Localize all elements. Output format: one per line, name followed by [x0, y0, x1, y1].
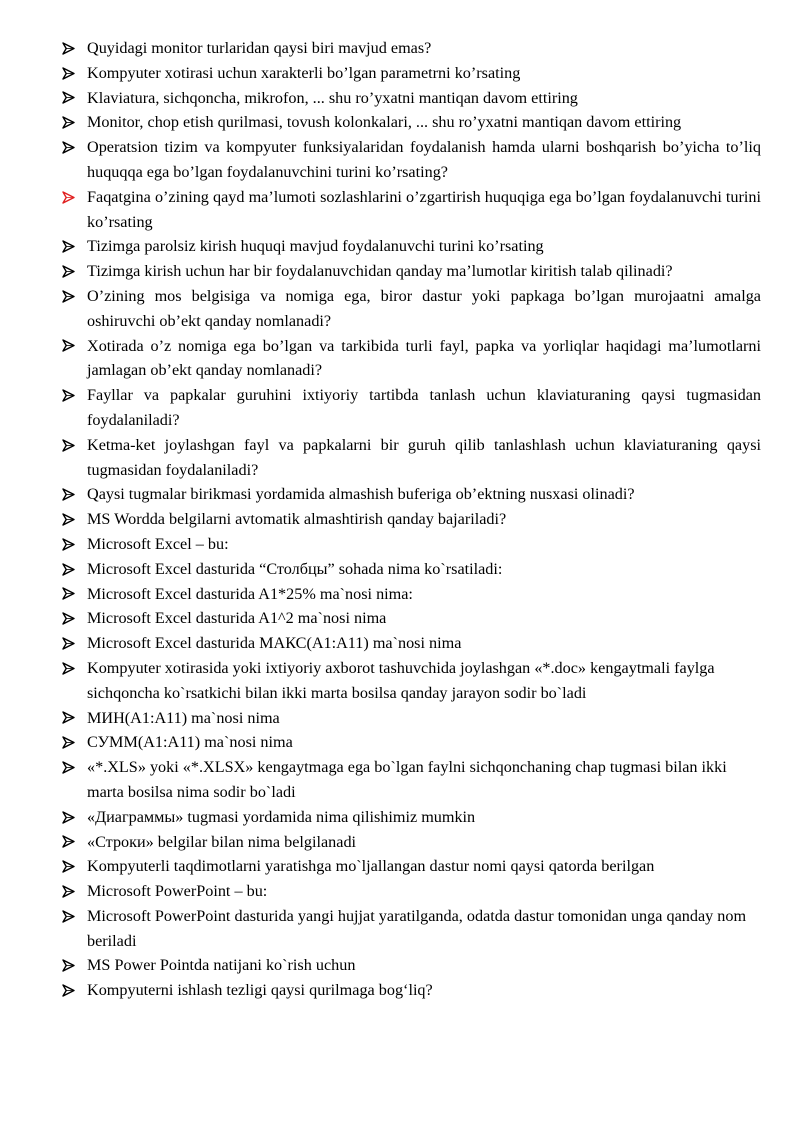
right-arrowhead-icon: [62, 904, 80, 929]
list-item: [0, 706, 800, 731]
right-arrowhead-icon: [62, 433, 80, 458]
list-item: [0, 830, 800, 855]
list-item-text: Monitor, chop etish qurilmasi, tovush kolonkalari, ... shu ro’yxatni mantiqan davom ettiring: [87, 113, 682, 132]
right-arrowhead-icon: [62, 606, 80, 631]
right-arrowhead-icon: [62, 110, 80, 135]
document-page: [0, 36, 800, 1003]
list-item: [0, 86, 800, 111]
question-list: [0, 36, 800, 1003]
right-arrowhead-icon: [62, 557, 80, 582]
list-item: [0, 284, 800, 334]
right-arrowhead-icon: [62, 185, 80, 210]
list-item: [0, 557, 800, 582]
list-item: [0, 854, 800, 879]
list-item: [0, 61, 800, 86]
list-item-text: Operatsion tizim va kompyuter funksiyalaridan foydalanish hamda ularni boshqarish bo’yicha to’liq huquqqa ega bo’lgan foydalanuvchini turini ko’rsating?: [87, 138, 761, 181]
list-item-text: Microsoft Excel dasturida “Столбцы” sohada nima ko`rsatiladi:: [87, 559, 503, 578]
right-arrowhead-icon: [62, 383, 80, 408]
list-item: [0, 631, 800, 656]
list-item-text: Tizimga kirish uchun har bir foydalanuvchidan qanday ma’lumotlar kiritish talab qilinadi?: [87, 262, 673, 281]
list-item-text: MS Wordda belgilarni avtomatik almashtirish qanday bajariladi?: [87, 510, 507, 529]
list-item-text: Faqatgina o’zining qayd ma’lumoti sozlashlarini o’zgartirish huquqiga ega bo’lgan foydalanuvchi turini ko’rsating: [87, 187, 761, 231]
right-arrowhead-icon: [62, 582, 80, 607]
list-item: [0, 36, 800, 61]
list-item-text: Kompyuter xotirasida yoki ixtiyoriy axborot tashuvchida joylashgan «*.doc» kengaytmali faylga sichqoncha ko`rsatkichi bilan ikki marta bosilsa qanday jarayon sodir bo`ladi: [87, 658, 715, 702]
right-arrowhead-icon: [62, 284, 80, 309]
list-item: [0, 805, 800, 830]
list-item: [0, 953, 800, 978]
right-arrowhead-icon: [62, 755, 80, 780]
list-item-text: «Диаграммы» tugmasi yordamida nima qilishimiz mumkin: [87, 807, 476, 826]
right-arrowhead-icon: [62, 953, 80, 978]
right-arrowhead-icon: [62, 854, 80, 879]
right-arrowhead-icon: [62, 532, 80, 557]
list-item: [0, 656, 800, 706]
right-arrowhead-icon: [62, 86, 80, 111]
list-item-text: Microsoft PowerPoint dasturida yangi hujjat yaratilganda, odatda dastur tomonidan unga qanday nom beriladi: [87, 906, 747, 950]
right-arrowhead-icon: [62, 334, 80, 359]
list-item-text: «Строки» belgilar bilan nima belgilanadi: [87, 832, 357, 851]
list-item-text: МИН(A1:A11) ma`nosi nima: [87, 708, 280, 727]
list-item-text: MS Power Pointda natijani ko`rish uchun: [87, 956, 356, 975]
list-item: [0, 582, 800, 607]
list-item: [0, 904, 800, 954]
list-item: [0, 532, 800, 557]
list-item-text: «*.XLS» yoki «*.XLSX» kengaytmaga ega bo`lgan faylni sichqonchaning chap tugmasi bilan ikki marta bosilsa nima sodir bo`ladi: [87, 758, 727, 801]
list-item: [0, 259, 800, 284]
list-item: [0, 755, 800, 805]
list-item: [0, 185, 800, 235]
list-item: [0, 135, 800, 185]
right-arrowhead-icon: [62, 507, 80, 532]
right-arrowhead-icon: [62, 61, 80, 86]
right-arrowhead-icon: [62, 259, 80, 284]
list-item-text: Ketma-ket joylashgan fayl va papkalarni bir guruh qilib tanlashlash uchun klaviaturaning qaysi tugmasidan foydalaniladi?: [87, 435, 761, 479]
list-item-text: Microsoft Excel dasturida A1^2 ma`nosi nima: [87, 609, 387, 628]
list-item: [0, 879, 800, 904]
right-arrowhead-icon: [62, 830, 80, 855]
list-item-text: Klaviatura, sichqoncha, mikrofon, ... shu ro’yxatni mantiqan davom ettiring: [87, 88, 578, 107]
right-arrowhead-icon: [62, 730, 80, 755]
list-item-text: Qaysi tugmalar birikmasi yordamida almashish buferiga ob’ektning nusxasi olinadi?: [87, 485, 635, 504]
list-item-text: Kompyuterli taqdimotlarni yaratishga mo`ljallangan dastur nomi qaysi qatorda berilgan: [87, 857, 655, 876]
right-arrowhead-icon: [62, 631, 80, 656]
list-item-text: Microsoft PowerPoint – bu:: [87, 882, 268, 901]
right-arrowhead-icon: [62, 36, 80, 61]
list-item-text: СУММ(A1:A11) ma`nosi nima: [87, 733, 293, 752]
list-item-text: Kompyuter xotirasi uchun xarakterli bo’lgan parametrni ko’rsating: [87, 63, 521, 82]
list-item-text: O’zining mos belgisiga va nomiga ega, biror dastur yoki papkaga bo’lgan murojaatni amalga oshiruvchi ob’ekt qanday nomlanadi?: [87, 286, 761, 330]
list-item: [0, 978, 800, 1003]
right-arrowhead-icon: [62, 706, 80, 731]
right-arrowhead-icon: [62, 482, 80, 507]
list-item: [0, 507, 800, 532]
list-item: [0, 482, 800, 507]
right-arrowhead-icon: [62, 879, 80, 904]
list-item-text: Fayllar va papkalar guruhini ixtiyoriy tartibda tanlash uchun klaviaturaning qaysi tugmasidan foydalaniladi?: [87, 386, 761, 429]
right-arrowhead-icon: [62, 656, 80, 681]
list-item: [0, 606, 800, 631]
list-item: [0, 730, 800, 755]
list-item-text: Tizimga parolsiz kirish huquqi mavjud foydalanuvchi turini ko’rsating: [87, 237, 544, 256]
list-item: [0, 334, 800, 384]
list-item-text: Microsoft Excel – bu:: [87, 534, 229, 553]
list-item-text: Xotirada o’z nomiga ega bo’lgan va tarkibida turli fayl, papka va yorliqlar haqidagi ma’lumotlarni jamlagan ob’ekt qanday nomlanadi?: [87, 336, 761, 380]
list-item-text: Kompyuterni ishlash tezligi qaysi qurilmaga bog‘liq?: [87, 981, 433, 1000]
list-item: [0, 110, 800, 135]
list-item-text: Microsoft Excel dasturida МАКС(A1:A11) ma`nosi nima: [87, 634, 462, 653]
right-arrowhead-icon: [62, 135, 80, 160]
right-arrowhead-icon: [62, 978, 80, 1003]
list-item-text: Quyidagi monitor turlaridan qaysi biri mavjud emas?: [87, 39, 432, 57]
list-item: [0, 234, 800, 259]
right-arrowhead-icon: [62, 234, 80, 259]
list-item: [0, 433, 800, 483]
right-arrowhead-icon: [62, 805, 80, 830]
list-item-text: Microsoft Excel dasturida A1*25% ma`nosi nima:: [87, 584, 413, 603]
list-item: [0, 383, 800, 433]
